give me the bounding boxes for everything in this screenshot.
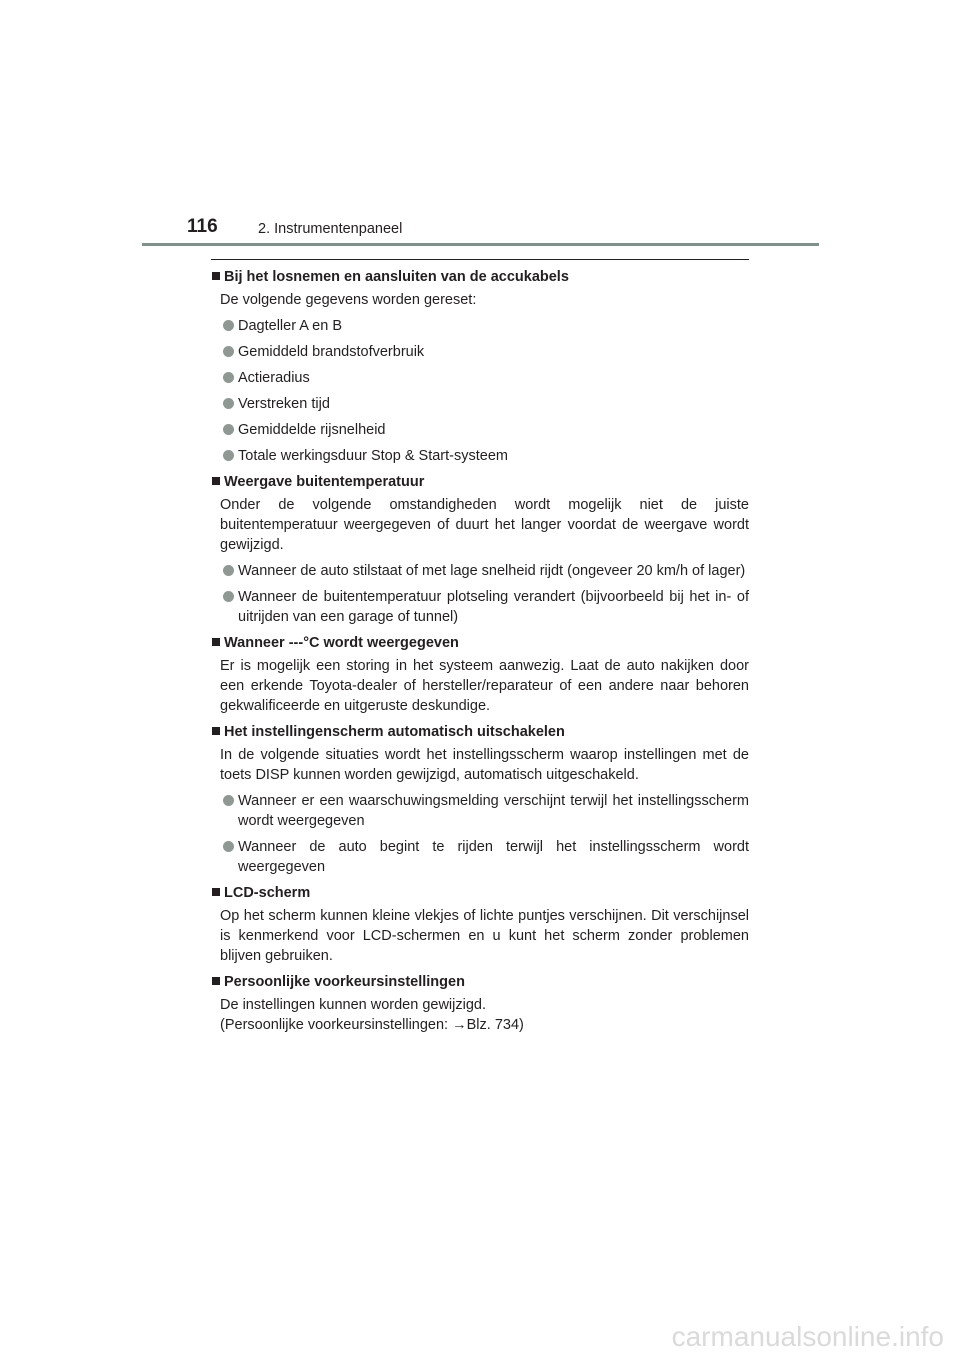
section-heading: Bij het losnemen en aansluiten van de accukabels	[211, 267, 749, 287]
section-instellingenscherm	[211, 722, 749, 877]
section-buitentemperatuur	[211, 472, 749, 627]
section-body: De instellingen kunnen worden gewijzigd.	[220, 997, 486, 1013]
circle-bullet-icon	[223, 398, 234, 409]
chapter-title: 2. Instrumentenpaneel	[258, 221, 403, 237]
list-item: Actieradius	[211, 368, 749, 388]
section-body: Op het scherm kunnen kleine vlekjes of lichte puntjes verschijnen. Dit verschijnsel is kenmerkend voor LCD-schermen en u kunt het scherm zonder problemen blijven gebruiken.	[220, 908, 749, 964]
section-heading: Wanneer ---°C wordt weergegeven	[211, 633, 749, 653]
circle-bullet-icon	[223, 795, 234, 806]
list-item: Dagteller A en B	[211, 316, 749, 336]
section-voorkeursinstellingen	[211, 972, 749, 1035]
square-bullet-icon	[212, 638, 220, 646]
header-divider	[142, 243, 819, 246]
page-reference-link[interactable]: (Persoonlijke voorkeursinstellingen: →Blz. 734)	[220, 1017, 524, 1033]
square-bullet-icon	[212, 727, 220, 735]
content-divider	[211, 259, 749, 260]
section-heading: Weergave buitentemperatuur	[211, 472, 749, 492]
list-item: Wanneer er een waarschuwingsmelding verschijnt terwijl het instellingsscherm wordt weergegeven	[211, 791, 749, 831]
list-item: Wanneer de auto begint te rijden terwijl het instellingsscherm wordt weergegeven	[211, 837, 749, 877]
section-body: De volgende gegevens worden gereset:	[220, 292, 477, 308]
list-item: Wanneer de auto stilstaat of met lage snelheid rijdt (ongeveer 20 km/h of lager)	[211, 561, 749, 581]
list-item: Verstreken tijd	[211, 394, 749, 414]
circle-bullet-icon	[223, 372, 234, 383]
section-heading: Het instellingenscherm automatisch uitschakelen	[211, 722, 749, 742]
section-storing	[211, 633, 749, 716]
page-content	[211, 267, 749, 1041]
section-heading: Persoonlijke voorkeursinstellingen	[211, 972, 749, 992]
list-item: Gemiddelde rijsnelheid	[211, 420, 749, 440]
list-item: Gemiddeld brandstofverbruik	[211, 342, 749, 362]
square-bullet-icon	[212, 272, 220, 280]
page-number: 116	[187, 216, 218, 237]
circle-bullet-icon	[223, 591, 234, 602]
circle-bullet-icon	[223, 424, 234, 435]
circle-bullet-icon	[223, 320, 234, 331]
list-item: Totale werkingsduur Stop & Start-systeem	[211, 446, 749, 466]
list-item: Wanneer de buitentemperatuur plotseling verandert (bijvoorbeeld bij het in- of uitrijden van een garage of tunnel)	[211, 587, 749, 627]
square-bullet-icon	[212, 477, 220, 485]
watermark: carmanualsonline.info	[671, 1321, 944, 1352]
section-accukabels	[211, 267, 749, 466]
square-bullet-icon	[212, 977, 220, 985]
section-body: In de volgende situaties wordt het instellingsscherm waarop instellingen met de toets DISP kunnen worden gewijzigd, automatisch uitgeschakeld.	[220, 747, 749, 783]
section-body: Er is mogelijk een storing in het systeem aanwezig. Laat de auto nakijken door een erkende Toyota-dealer of hersteller/reparateur of een andere naar behoren gekwalificeerde en uitgeruste deskundige.	[220, 658, 749, 714]
circle-bullet-icon	[223, 346, 234, 357]
circle-bullet-icon	[223, 841, 234, 852]
square-bullet-icon	[212, 888, 220, 896]
section-body: Onder de volgende omstandigheden wordt mogelijk niet de juiste buitentemperatuur weergegeven of duurt het langer voordat de weergave wordt gewijzigd.	[220, 497, 749, 553]
circle-bullet-icon	[223, 565, 234, 576]
section-lcd-scherm	[211, 883, 749, 966]
circle-bullet-icon	[223, 450, 234, 461]
section-heading: LCD-scherm	[211, 883, 749, 903]
